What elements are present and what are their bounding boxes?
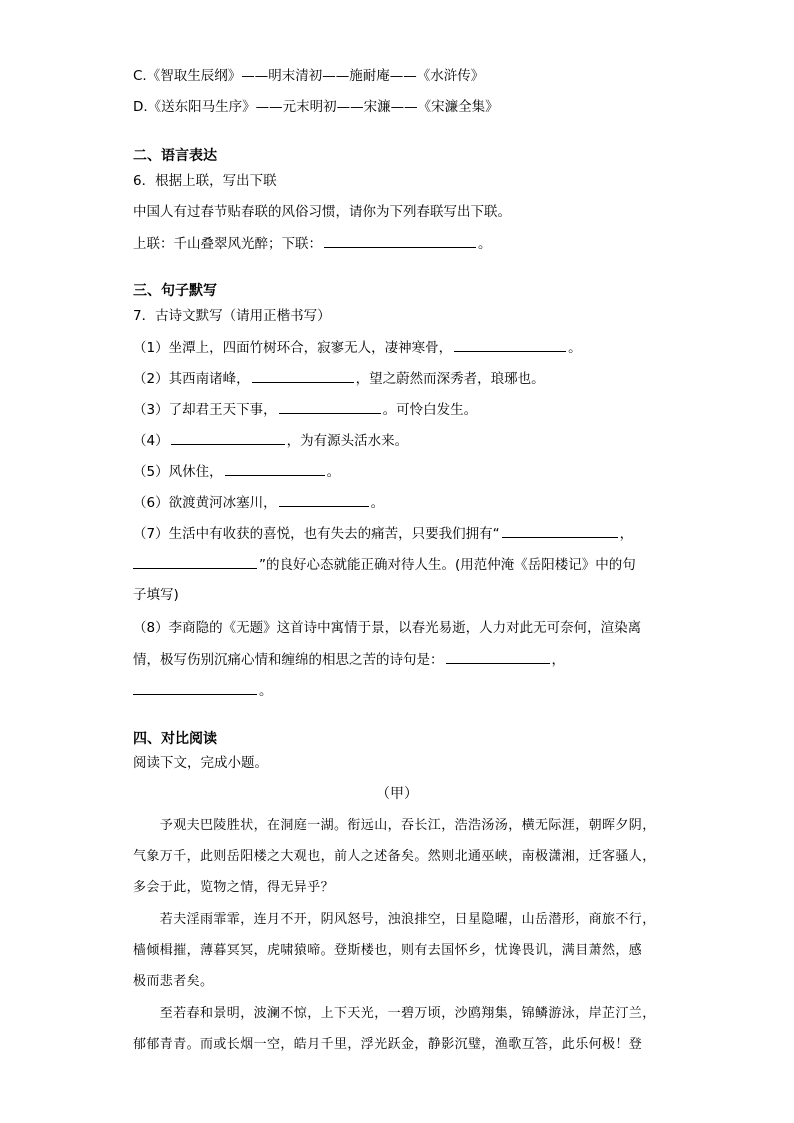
answer-blank[interactable] <box>279 492 369 507</box>
item-text: 。 <box>568 340 582 356</box>
item-text: （5）风休住， <box>133 464 223 480</box>
passage-line: 樯倾楫摧，薄暮冥冥，虎啸猿啼。登斯楼也，则有去国怀乡，忧谗畏讥，满目萧然，感 <box>133 943 643 958</box>
passage-line: 若夫淫雨霏霏，连月不开，阴风怒号，浊浪排空，日星隐曜，山岳潜形，商旅不行， <box>133 912 656 927</box>
dictation-item-8-cont <box>133 649 565 670</box>
dictation-item-3 <box>133 399 477 420</box>
passage-line: 予观夫巴陵胜状，在洞庭一湖。衔远山，吞长江，浩浩汤汤，横无际涯，朝晖夕阴， <box>133 818 656 833</box>
answer-blank[interactable] <box>133 554 257 569</box>
dictation-item-8-end <box>133 680 273 701</box>
question-7-title: 7．古诗文默写（请用正楷书写） <box>133 308 331 324</box>
question-6-couplet <box>133 233 492 254</box>
dictation-item-7-cont <box>133 554 636 575</box>
item-text: ， <box>619 526 634 542</box>
item-text: ，为有源头活水来。 <box>286 433 409 449</box>
item-text: （3）了却君王天下事， <box>133 402 277 418</box>
passage-line: 至若春和景明，波澜不惊，上下天光，一碧万顷，沙鸥翔集，锦鳞游泳，岸芷汀兰， <box>133 1006 656 1021</box>
couplet-upper-text: 上联：千山叠翠风光醉；下联： <box>133 236 322 252</box>
passage-label: （甲） <box>376 786 418 802</box>
item-text: （6）欲渡黄河冰塞川， <box>133 495 277 511</box>
item-text: ，望之蔚然而深秀者，琅琊也。 <box>355 371 545 387</box>
item-text: 。 <box>370 495 385 511</box>
answer-blank[interactable] <box>279 399 381 414</box>
item-text: （1）坐潭上，四面竹树环合，寂寥无人，凄神寒骨， <box>133 340 453 356</box>
reading-prompt: 阅读下文，完成小题。 <box>133 755 268 771</box>
item-text: 情，极写伤别沉痛心情和缠绵的相思之苦的诗句是： <box>133 652 444 668</box>
answer-blank-couplet[interactable] <box>324 233 476 248</box>
answer-blank[interactable] <box>446 649 550 664</box>
answer-blank[interactable] <box>502 523 618 538</box>
answer-blank[interactable] <box>225 461 325 476</box>
dictation-item-5 <box>133 461 340 482</box>
passage-line: 极而悲者矣。 <box>133 974 214 989</box>
item-text: 。 <box>259 683 273 699</box>
item-text: ”的良好心态就能正确对待人生。(用范仲淹《岳阳楼记》中的句 <box>259 557 636 573</box>
section-title-language: 二、语言表达 <box>133 148 217 164</box>
option-c: C.《智取生辰纲》——明末清初——施耐庵——《水浒传》 <box>133 68 485 84</box>
answer-blank[interactable] <box>133 680 257 695</box>
passage-line: 气象万千，此则岳阳楼之大观也，前人之述备矣。然则北通巫峡，南极潇湘，迁客骚人， <box>133 849 656 864</box>
answer-blank[interactable] <box>252 368 354 383</box>
dictation-item-8: （8）李商隐的《无题》这首诗中寓情于景，以春光易逝，人力对此无可奈何，渲染离 <box>133 620 642 636</box>
dictation-item-4 <box>133 430 408 451</box>
answer-blank[interactable] <box>454 337 566 352</box>
item-text: （7）生活中有收获的喜悦，也有失去的痛苦，只要我们拥有“ <box>133 526 500 542</box>
item-text: ， <box>551 652 565 668</box>
dictation-item-6 <box>133 492 384 513</box>
section-title-dictation: 三、句子默写 <box>133 283 217 299</box>
passage-line: 多会于此，览物之情，得无异乎？ <box>133 880 335 895</box>
section-title-reading: 四、对比阅读 <box>133 731 217 747</box>
dictation-item-7-end: 子填写) <box>133 587 179 603</box>
dictation-item-1 <box>133 337 582 358</box>
item-text: （4） <box>133 433 169 449</box>
dictation-item-2 <box>133 368 545 389</box>
item-text: 。可怜白发生。 <box>382 402 478 418</box>
dictation-item-7 <box>133 523 633 544</box>
passage-line: 郁郁青青。而或长烟一空，皓月千里，浮光跃金，静影沉璧，渔歌互答，此乐何极！登 <box>133 1037 643 1052</box>
item-text: 。 <box>326 464 341 480</box>
couplet-end-punct: 。 <box>478 236 492 252</box>
answer-blank[interactable] <box>171 430 285 445</box>
question-6-prompt: 中国人有过春节贴春联的风俗习惯，请你为下列春联写出下联。 <box>133 204 511 220</box>
question-6-title: 6．根据上联，写出下联 <box>133 173 277 189</box>
item-text: （2）其西南诸峰， <box>133 371 250 387</box>
option-d: D.《送东阳马生序》——元末明初——宋濂——《宋濂全集》 <box>133 99 499 115</box>
